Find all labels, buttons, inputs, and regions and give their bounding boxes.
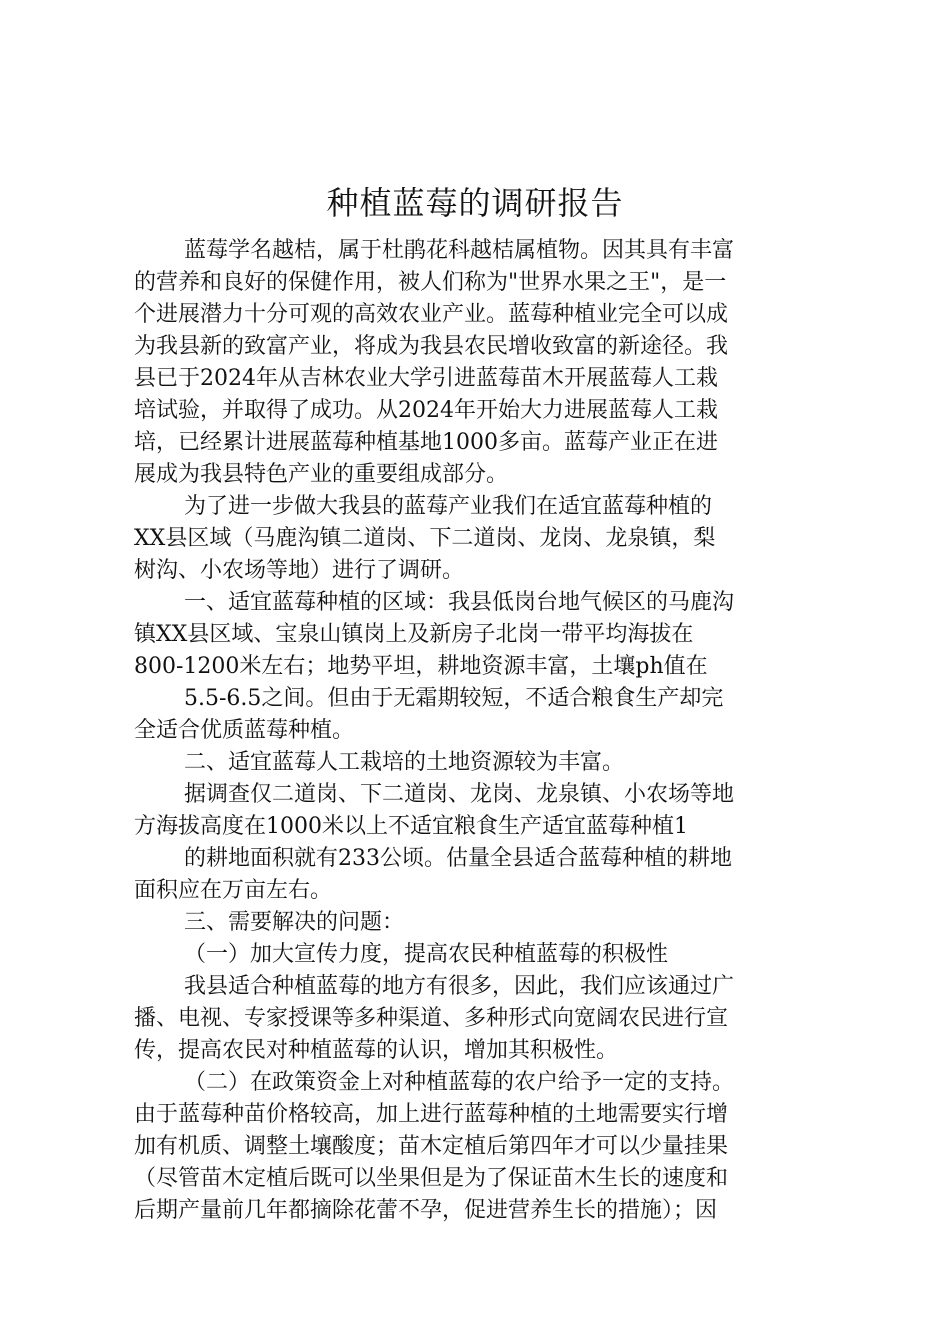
text-line: 的耕地面积就有233公顷。估量全县适合蓝莓种植的耕地	[184, 846, 732, 871]
text-line: XX县区域（马鹿沟镇二道岗、下二道岗、龙岗、龙泉镇，梨	[134, 526, 716, 551]
text-line: 展成为我县特色产业的重要组成部分。	[134, 462, 509, 487]
text-line: （尽管苗木定植后既可以坐果但是为了保证苗木生长的速度和	[134, 1166, 729, 1191]
text-line: 树沟、小农场等地）进行了调研。	[134, 558, 465, 583]
text-line: 的营养和良好的保健作用，被人们称为"世界水果之王"，是一	[134, 270, 727, 295]
text-line: 一、适宜蓝莓种植的区域：我县低岗台地气候区的马鹿沟	[184, 590, 735, 615]
text-line: 三、需要解决的问题：	[184, 910, 405, 935]
text-line: 传，提高农民对种植蓝莓的认识，增加其积极性。	[134, 1038, 619, 1063]
text-line: 二、适宜蓝莓人工栽培的土地资源较为丰富。	[184, 750, 625, 775]
text-line: 由于蓝莓种苗价格较高，加上进行蓝莓种植的土地需要实行增	[134, 1102, 729, 1127]
text-line: 培，已经累计进展蓝莓种植基地1000多亩。蓝莓产业正在进	[134, 430, 718, 455]
text-line: （一）加大宣传力度，提高农民种植蓝莓的积极性	[184, 942, 669, 967]
text-line: 方海拔高度在1000米以上不适宜粮食生产适宜蓝莓种植1	[134, 814, 688, 839]
text-line: 为我县新的致富产业，将成为我县农民增收致富的新途径。我	[134, 334, 729, 359]
text-line: 后期产量前几年都摘除花蕾不孕，促进营养生长的措施）；因	[134, 1198, 718, 1223]
text-line: 播、电视、专家授课等多种渠道、多种形式向宽阔农民进行宣	[134, 1006, 729, 1031]
text-line: 全适合优质蓝莓种植。	[134, 718, 355, 743]
document-body	[134, 235, 824, 1227]
text-line: 加有机质、调整土壤酸度；苗木定植后第四年才可以少量挂果	[134, 1134, 729, 1159]
text-line: （二）在政策资金上对种植蓝莓的农户给予一定的支持。	[184, 1070, 735, 1095]
text-line: 800-1200米左右；地势平坦，耕地资源丰富，土壤ph值在	[134, 654, 708, 679]
text-line: 面积应在万亩左右。	[134, 878, 333, 903]
text-line: 蓝莓学名越桔，属于杜鹃花科越桔属植物。因其具有丰富	[184, 238, 735, 263]
text-line: 县已于2024年从吉林农业大学引进蓝莓苗木开展蓝莓人工栽	[134, 366, 718, 391]
text-line: 我县适合种植蓝莓的地方有很多，因此，我们应该通过广	[184, 974, 735, 999]
text-line: 镇XX县区域、宝泉山镇岗上及新房子北岗一带平均海拔在	[134, 622, 694, 647]
document-title: 种植蓝莓的调研报告	[326, 184, 624, 222]
text-line: 据调查仅二道岗、下二道岗、龙岗、龙泉镇、小农场等地	[184, 782, 735, 807]
text-line: 培试验，并取得了成功。从2024年开始大力进展蓝莓人工栽	[134, 398, 718, 423]
text-line: 为了进一步做大我县的蓝莓产业我们在适宜蓝莓种植的	[184, 494, 713, 519]
text-line: 5.5-6.5之间。但由于无霜期较短，不适合粮食生产却完	[184, 686, 724, 711]
text-line: 个进展潜力十分可观的高效农业产业。蓝莓种植业完全可以成	[134, 302, 729, 327]
